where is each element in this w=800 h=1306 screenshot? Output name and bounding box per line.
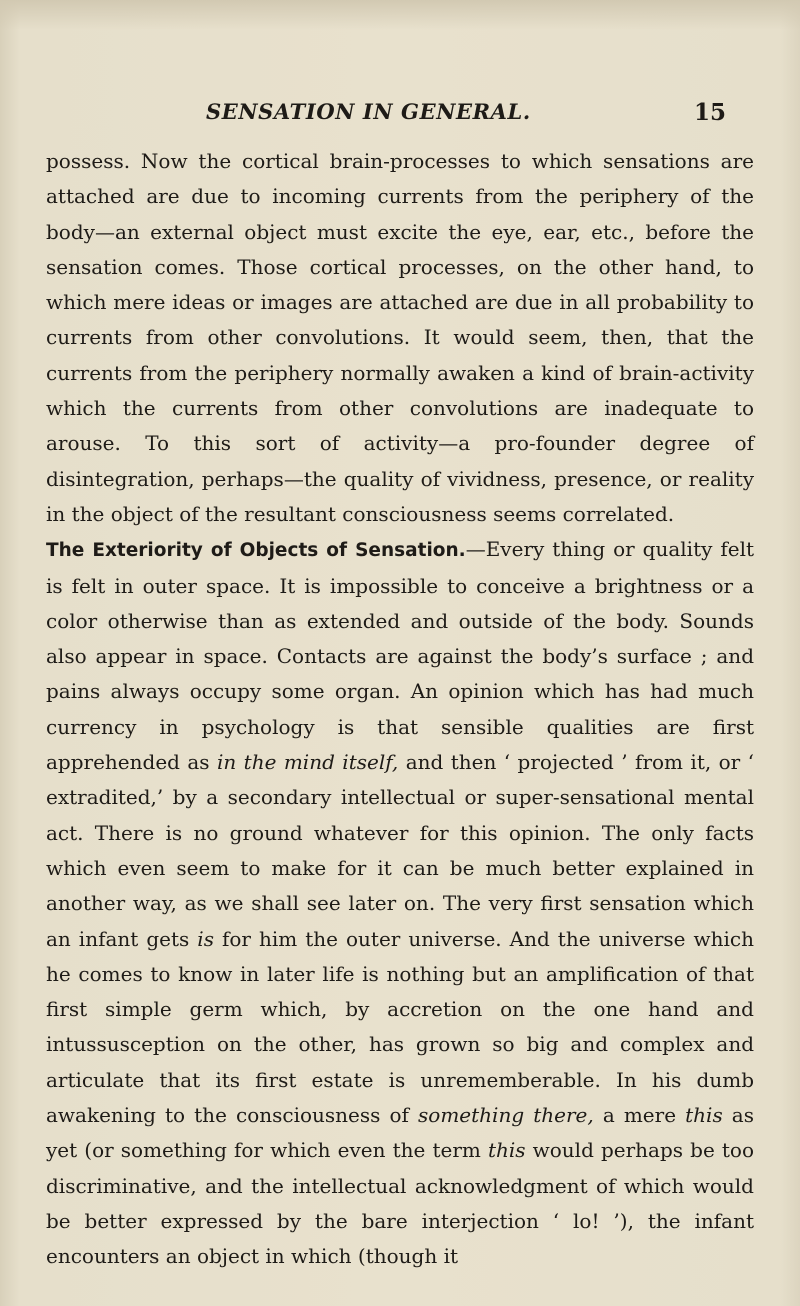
text-run: a mere [593,1103,686,1128]
running-head [0,99,800,133]
text-run: —Every thing or quality felt is felt in outer space. It is impossible to conceive a brightness or a color otherwise than as extended and outside of the body. Sounds also appear in space. Contacts are against the body’s surface ; and pains always occupy some organ. An opinion which has had much currency in psychology is that sensible qualities are first apprehended as [46,537,754,775]
text-run: and then ‘ projected ’ from it, or ‘ extradited,’ by a secondary intellectual or super-sensational mental act. There is no ground whatever for this opinion. The only facts which even seem to make for it can be much better explained in another way, as we shall see later on. The very first sensation which an infant gets [46,750,754,951]
italic-run: is [197,926,214,951]
text-run: would perhaps be too discriminative, and the intellectual acknowledgment of which would be better expressed by the bare interjection ‘ lo! ’), the infant encounters an object in which (though it [46,1138,754,1269]
italic-run: this [487,1138,526,1163]
text-run: for him the outer universe. And the universe which he comes to know in later life is nothing but an amplification of that first simple germ which, by accretion on the one hand and intussusception on the other, has grown so big and complex and articulate that its first estate is unrememberable. In his dumb awakening to the consciousness of [46,926,754,1128]
italic-run: in the mind itself, [216,750,399,775]
body-text [46,144,754,1275]
page-number: 15 [694,99,727,126]
paragraph-exteriority [46,532,754,1274]
running-title: SENSATION IN GENERAL. [206,99,531,124]
section-heading: The Exteriority of Objects of Sensation. [46,540,466,562]
paragraph-continued: possess. Now the cortical brain-processes to which sensations are attached are due to incoming currents from the periphery of the body—an external object must excite the eye, ear, etc., before the sensation comes. Those cortical processes, on the other hand, to which mere ideas or images are attached are due in all probability to currents from other convolutions. It would seem, then, that the currents from the periphery normally awaken a kind of brain-activity which the currents from other convolutions are inadequate to arouse. To this sort of activity—a pro-founder degree of disintegration, perhaps—the quality of vividness, presence, or reality in the object of the resultant consciousness seems correlated. [46,149,754,526]
text-run: as yet (or something for which even the term [46,1103,754,1163]
italic-run: something there, [418,1103,594,1128]
italic-run: this [685,1103,723,1128]
